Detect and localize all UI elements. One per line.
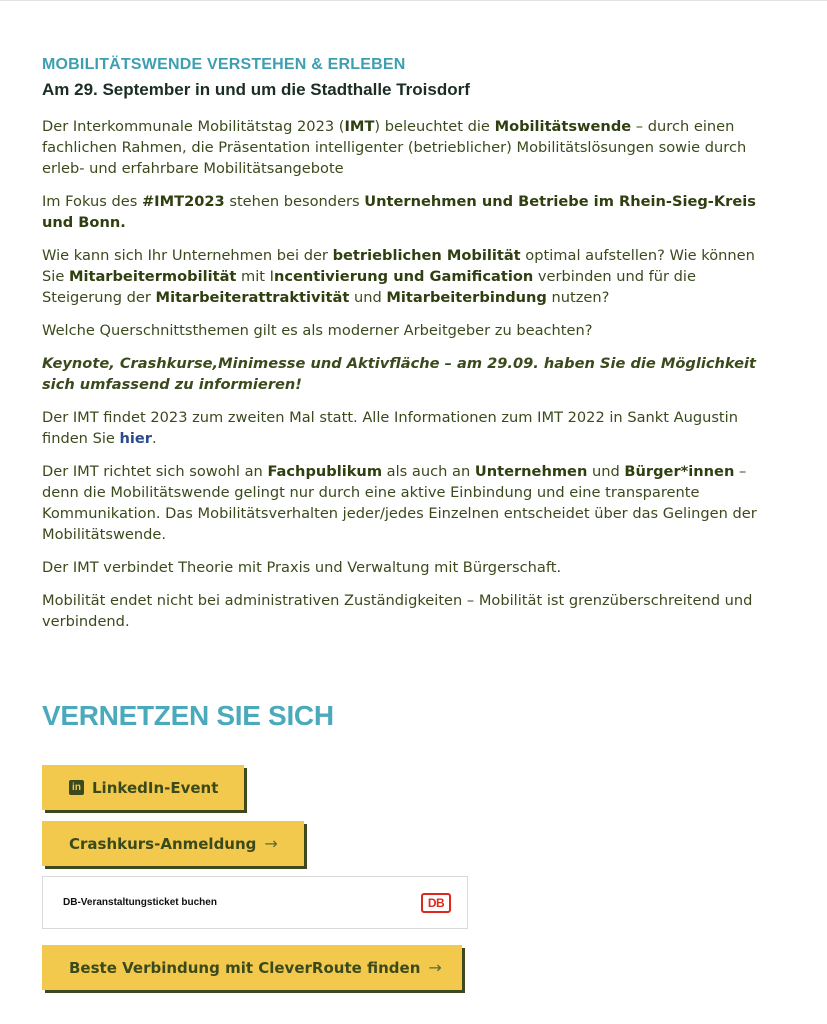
crashkurs-anmeldung-button[interactable] [42,821,304,866]
linkedin-icon: in [69,780,84,795]
paragraph-intro: Der Interkommunale Mobilitätstag 2023 (IMT) beleuchtet die Mobilitätswende – durch einen fachlichen Rahmen, die Präsentation intelligenter (betrieblicher) Mobilitätslösungen sowie durch erleb- und erfahrbare Mobilitätsangebote [42,118,747,177]
cleverroute-button[interactable] [42,945,462,990]
top-divider [0,0,827,1]
db-logo-icon: DB [421,893,451,913]
paragraph-history: Der IMT findet 2023 zum zweiten Mal statt. Alle Informationen zum IMT 2022 in Sankt Augustin finden Sie hier. [42,409,738,447]
eyebrow-heading: MOBILITÄTSWENDE VERSTEHEN & ERLEBEN [42,56,406,73]
paragraph-mobility-borders: Mobilität endet nicht bei administrativen Zuständigkeiten – Mobilität ist grenzüberschreitend und verbindend. [42,592,753,630]
cleverroute-label: Beste Verbindung mit CleverRoute finden [69,958,421,977]
arrow-right-icon: → [264,834,278,853]
arrow-right-icon: → [428,958,442,977]
linkedin-event-button[interactable] [42,765,244,810]
paragraph-questions: Wie kann sich Ihr Unternehmen bei der betrieblichen Mobilität optimal aufstellen? Wie können Sie Mitarbeitermobilität mit Incentivierung und Gamification verbinden und für die Steigerung der Mitarbeiterattraktivität und Mitarbeiterbindung nutzen? [42,247,755,306]
db-ticket-widget[interactable] [42,876,468,929]
paragraph-highlight: Keynote, Crashkurse,Minimesse und Aktivfläche – am 29.09. haben Sie die Möglichkeit sich umfassend zu informieren! [42,355,756,393]
db-ticket-label: DB-Veranstaltungsticket buchen [63,897,217,908]
paragraph-theory-practice: Der IMT verbindet Theorie mit Praxis und Verwaltung mit Bürgerschaft. [42,559,562,576]
imt-2022-link[interactable]: hier [119,430,153,447]
paragraph-focus: Im Fokus des #IMT2023 stehen besonders Unternehmen und Betriebe im Rhein-Sieg-Kreis und Bonn. [42,193,756,231]
paragraph-cross-topics: Welche Querschnittsthemen gilt es als moderner Arbeitgeber zu beachten? [42,322,593,339]
network-section-title: VERNETZEN SIE SICH [42,700,334,731]
main-content [42,56,772,644]
paragraph-audience: Der IMT richtet sich sowohl an Fachpublikum als auch an Unternehmen und Bürger*innen – denn die Mobilitätswende gelingt nur durch eine aktive Einbindung und eine transparente Kommunikation. Das Mobilitätsverhalten jeder/jedes Einzelnen entscheidet über das Gelingen der Mobilitätswende. [42,463,757,543]
linkedin-event-label: LinkedIn-Event [92,778,219,797]
event-subtitle: Am 29. September in und um die Stadthalle Troisdorf [42,80,470,99]
crashkurs-label: Crashkurs-Anmeldung [69,834,257,853]
